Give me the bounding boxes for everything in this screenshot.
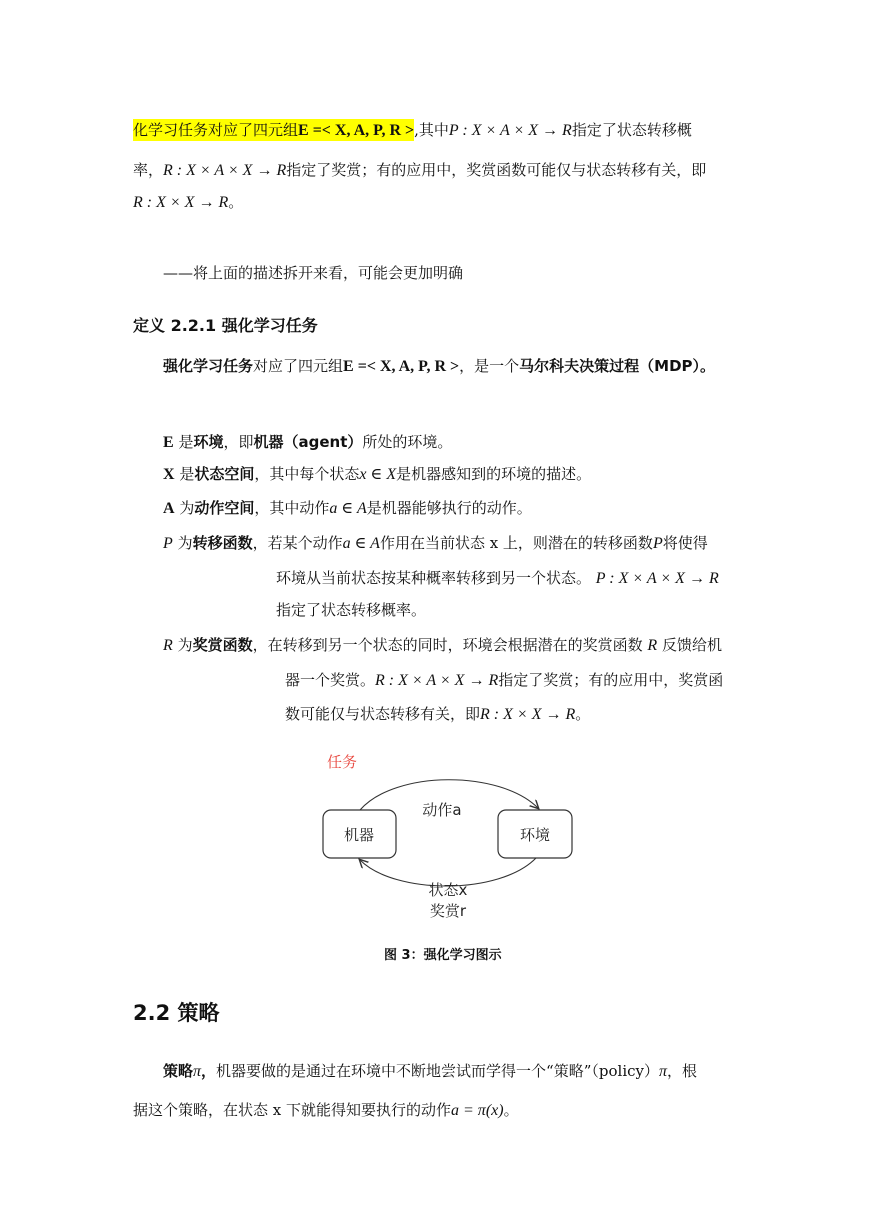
item-reward-line3: 数可能仅与状态转移有关，即R : X × X → R。 — [285, 705, 591, 723]
item-environment: E 是环境，即机器（agent）所处的环境。 — [163, 433, 453, 451]
figure-caption: 图 3：强化学习图示 — [384, 948, 502, 963]
item-transition-line1: P 为转移函数，若某个动作a ∈ A作用在当前状态 x 上，则潜在的转移函数P将使得 — [163, 534, 708, 552]
para1-line1: 化学习任务对应了四元组E =< X, A, P, R >,其中P : X × A × X → R指定了状态转移概 — [133, 121, 692, 139]
definition-text: 强化学习任务对应了四元组E =< X, A, P, R >，是一个马尔科夫决策过程（MDP）。 — [163, 357, 716, 375]
definition-title: 定义 2.2.1 强化学习任务 — [133, 316, 318, 335]
para1-line3: R : X × X → R。 — [133, 193, 244, 211]
state-label: 状态x — [428, 881, 468, 899]
agent-label: 机器 — [343, 826, 375, 844]
highlighted-text: 化学习任务对应了四元组E =< X, A, P, R > — [133, 121, 415, 139]
policy-line1: 策略π，机器要做的是通过在环境中不断地尝试而学得一个“策略”（policy）π，根 — [163, 1062, 698, 1080]
section-title: 2.2 策略 — [133, 1001, 220, 1025]
item-state-space: X 是状态空间，其中每个状态x ∈ X是机器感知到的环境的描述。 — [163, 465, 592, 483]
action-label: 动作a — [422, 801, 462, 819]
item-action-space: A 为动作空间，其中动作a ∈ A是机器能够执行的动作。 — [163, 499, 532, 517]
item-reward-line2: 器一个奖赏。R : X × A × X → R指定了奖赏；有的应用中，奖赏函 — [285, 671, 724, 689]
rl-diagram — [310, 745, 590, 930]
diagram-task-label: 任务 — [327, 753, 358, 771]
item-transition-line2: 环境从当前状态按某种概率转移到另一个状态。 P : X × A × X → R — [276, 569, 719, 587]
reward-label: 奖赏r — [429, 902, 467, 920]
note-text: ——将上面的描述拆开来看，可能会更加明确 — [163, 264, 464, 282]
item-transition-line3: 指定了状态转移概率。 — [276, 601, 427, 619]
environment-label: 环境 — [519, 826, 551, 844]
policy-line2: 据这个策略，在状态 x 下就能得知要执行的动作a = π(x)。 — [133, 1101, 519, 1119]
item-reward-line1: R 为奖赏函数，在转移到另一个状态的同时，环境会根据潜在的奖赏函数 R 反馈给机 — [163, 636, 722, 654]
para1-line2: 率，R : X × A × X → R指定了奖赏；有的应用中，奖赏函数可能仅与状态转移有关，即 — [133, 161, 707, 179]
